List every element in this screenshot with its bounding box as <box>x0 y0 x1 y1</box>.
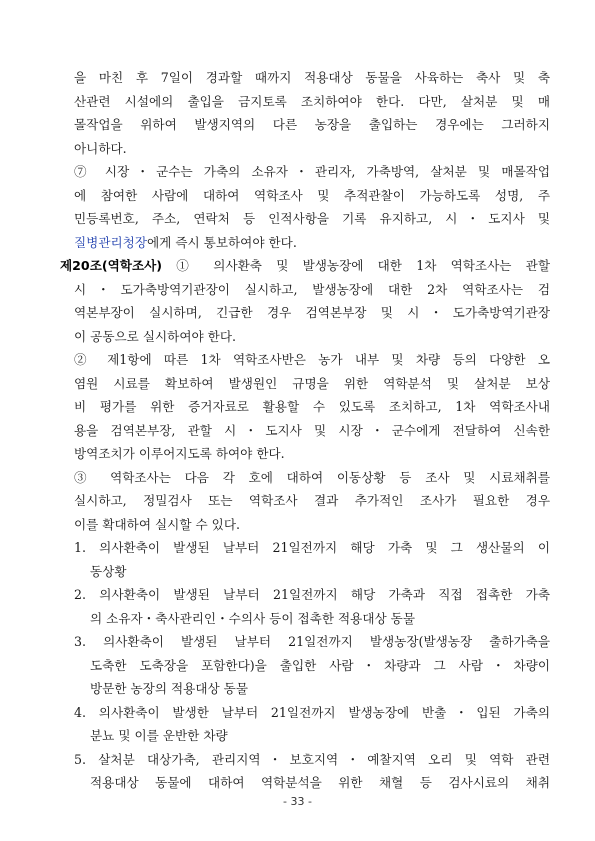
text-line: 에 참여한 사람에 대하여 역학조사 및 추적관찰이 가능하도록 성명, 주 <box>74 188 550 203</box>
list-item: 1. 의사환축이 발생된 날부터 21일전까지 해당 가축 및 그 생산물의 이 <box>74 540 550 555</box>
text-line: 민등록번호, 주소, 연락처 등 인적사항을 기록 유지하고, 시・도지사 및 <box>74 211 550 226</box>
text-line: 비 평가를 위한 증거자료로 활용할 수 있도록 조치하고, 1차 역학조사내 <box>74 399 550 414</box>
text-line: ③ 역학조사는 다음 각 호에 대하여 이동상황 등 조사 및 시료채취를 <box>74 470 550 485</box>
text-line <box>74 235 550 251</box>
text-line: 을 마친 후 7일이 경과할 때까지 적용대상 동물을 사육하는 축사 및 축 <box>74 70 550 85</box>
list-item-continuation: 분뇨 및 이를 운반한 차량 <box>90 728 228 743</box>
list-item: 4. 의사환축이 발생한 날부터 21일전까지 발생농장에 반출・입된 가축의 <box>74 705 550 720</box>
page-number: - 33 - <box>283 795 312 808</box>
text-line: ⑦ 시장・군수는 가축의 소유자・관리자, 가축방역, 살처분 및 매몰작업 <box>74 164 550 179</box>
text-line: 몰작업을 위하여 발생지역의 다른 농장을 출입하는 경우에는 그러하지 <box>74 117 550 132</box>
list-item-continuation: 적용대상 동물에 대하여 역학분석을 위한 채혈 등 검사시료의 채취 <box>90 775 550 790</box>
text-line: 이를 확대하여 실시할 수 있다. <box>74 517 241 532</box>
text-fragment: ① 의사환축 및 발생농장에 대한 1차 역학조사는 관할 <box>162 258 550 273</box>
text-line: 이 공동으로 실시하여야 한다. <box>74 329 236 344</box>
article-title: 제20조(역학조사) <box>60 258 163 273</box>
text-line: 실시하고, 정밀검사 또는 역학조사 결과 추가적인 조사가 필요한 경우 <box>74 493 550 508</box>
list-item-continuation: 방문한 농장의 적용대상 동물 <box>90 681 248 696</box>
text-line: 염원 시료를 확보하여 발생원인 규명을 위한 역학분석 및 살처분 보상 <box>74 376 550 391</box>
text-line: 아니하다. <box>74 141 127 156</box>
text-line: 역본부장이 실시하며, 긴급한 경우 검역본부장 및 시・도가축방역기관장 <box>74 305 550 320</box>
list-item-continuation: 동상황 <box>90 564 127 579</box>
text-line: 방역조치가 이루어지도록 하여야 한다. <box>74 446 285 461</box>
text-fragment: 에게 즉시 통보하여야 한다. <box>147 235 297 250</box>
list-item: 2. 의사환축이 발생된 날부터 21일전까지 해당 가축과 직접 접촉한 가축 <box>74 587 550 602</box>
list-item: 5. 살처분 대상가축, 관리지역・보호지역・예찰지역 오리 및 역학 관련 <box>74 752 550 767</box>
text-line: ② 제1항에 따른 1차 역학조사반은 농가 내부 및 차량 등의 다양한 오 <box>74 352 550 367</box>
list-item: 3. 의사환축이 발생된 날부터 21일전까지 발생농장(발생농장 출하가축을 <box>74 634 550 649</box>
text-line: 용을 검역본부장, 관할 시・도지사 및 시장・군수에게 전달하여 신속한 <box>74 423 550 438</box>
text-line: 시・도가축방역기관장이 실시하고, 발생농장에 대한 2차 역학조사는 검 <box>74 282 550 297</box>
agency-name: 질병관리청장 <box>74 235 147 250</box>
article-heading-line <box>60 258 550 274</box>
text-line: 산관련 시설에의 출입을 금지토록 조치하여야 한다. 다만, 살처분 및 매 <box>74 94 550 109</box>
list-item-continuation: 도축한 도축장을 포함한다)을 출입한 사람・차량과 그 사람・차량이 <box>90 658 550 673</box>
list-item-continuation: 의 소유자・축사관리인・수의사 등이 접촉한 적용대상 동물 <box>90 611 416 626</box>
